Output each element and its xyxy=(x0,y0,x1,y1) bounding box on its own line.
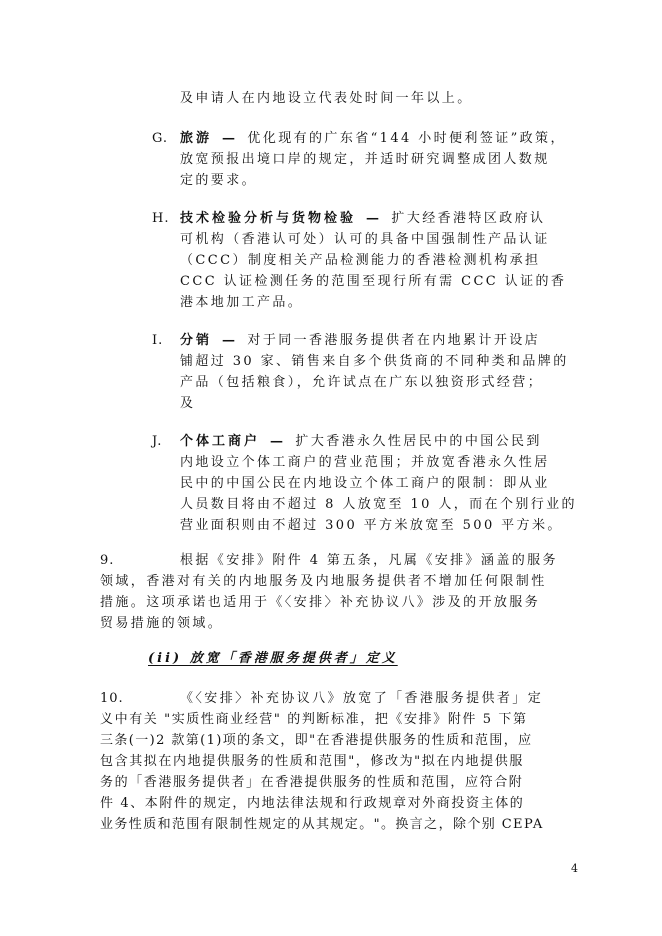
item-title: 分销 xyxy=(180,333,213,348)
item-text: 优化现有的广东省“144 小时便利签证”政策， xyxy=(247,131,566,146)
paragraph-line: 《〈安排〉补充协议八》放宽了「香港服务提供者」定 xyxy=(180,691,544,706)
item-first-line xyxy=(180,210,545,228)
item-title: 旅游 xyxy=(180,131,213,146)
item-text: 对于同一香港服务提供者在内地累计开设店 xyxy=(247,333,541,348)
section-subheading: (ii) 放宽「香港服务提供者」定义 xyxy=(148,651,398,666)
item-line: 放宽预报出境口岸的规定，并适时研究调整成团人数规 xyxy=(180,152,550,167)
continuation-line: 及申请人在内地设立代表处时间一年以上。 xyxy=(180,91,473,106)
paragraph-line: 件 4、本附件的规定，内地法律法规和行政规章对外商投资主体的 xyxy=(100,796,525,811)
item-dash: — xyxy=(270,434,286,449)
item-dash: — xyxy=(366,211,382,226)
item-line: 定的要求。 xyxy=(180,173,258,188)
paragraph-number: 10. xyxy=(100,691,124,706)
item-text: 扩大经香港特区政府认 xyxy=(391,211,546,226)
item-label: H. xyxy=(152,211,170,226)
paragraph-line: 义中有关 "实质性商业经营" 的判断标准，把《安排》附件 5 下第 xyxy=(100,712,528,727)
paragraph-line: 包含其拟在内地提供服务的性质和范围"，修改为"拟在内地提供服 xyxy=(100,754,524,769)
item-text: 扩大香港永久性居民中的中国公民到 xyxy=(295,434,542,449)
paragraph-line: 贸易措施的领域。 xyxy=(100,616,224,631)
item-label: J. xyxy=(152,434,163,449)
item-title: 个体工商户 xyxy=(180,434,261,449)
paragraph-line: 业务性质和范围有限制性规定的从其规定。"。换言之，除个别 CEPA xyxy=(100,817,544,832)
item-line: CCC 认证检测任务的范围至现行所有需 CCC 认证的香 xyxy=(180,274,567,289)
paragraph-line: 三条(一)2 款第(1)项的条文，即"在香港提供服务的性质和范围，应 xyxy=(100,733,533,748)
paragraph-number: 9. xyxy=(100,553,115,568)
item-first-line xyxy=(180,433,542,451)
page-number: 4 xyxy=(571,862,578,875)
item-line: 人员数目将由不超过 8 人放宽至 10 人，而在个别行业的 xyxy=(180,497,577,512)
paragraph-line: 措施。这项承诺也适用于《〈安排〉补充协议八》涉及的开放服务 xyxy=(100,595,541,610)
paragraph-line: 根据《安排》附件 4 第五条，凡属《安排》涵盖的服务 xyxy=(180,553,558,568)
item-line: （CCC）制度相关产品检测能力的香港检测机构承担 xyxy=(180,253,541,268)
item-line: 可机构（香港认可处）认可的具备中国强制性产品认证 xyxy=(180,232,550,247)
item-first-line xyxy=(180,332,540,350)
item-line: 营业面积则由不超过 300 平方米放宽至 500 平方米。 xyxy=(180,518,563,533)
item-label: I. xyxy=(152,333,164,348)
item-dash: — xyxy=(222,333,238,348)
item-line: 内地设立个体工商户的营业范围；并放宽香港永久性居 xyxy=(180,455,550,470)
item-label: G. xyxy=(152,131,169,146)
paragraph-line: 务的「香港服务提供者」在香港提供服务的性质和范围，应符合附 xyxy=(100,775,524,790)
item-line: 民中的中国公民在内地设立个体工商户的限制：即从业 xyxy=(180,476,550,491)
item-dash: — xyxy=(222,131,238,146)
item-line: 铺超过 30 家、销售来自多个供货商的不同种类和品牌的 xyxy=(180,354,569,369)
item-line: 港本地加工产品。 xyxy=(180,295,304,310)
item-line: 及 xyxy=(180,396,196,411)
item-first-line xyxy=(180,130,566,148)
item-line: 产品（包括粮食），允许试点在广东以独资形式经营； xyxy=(180,375,544,390)
item-title: 技术检验分析与货物检验 xyxy=(180,211,357,226)
paragraph-line: 领域，香港对有关的内地服务及内地服务提供者不增加任何限制性 xyxy=(100,574,547,589)
